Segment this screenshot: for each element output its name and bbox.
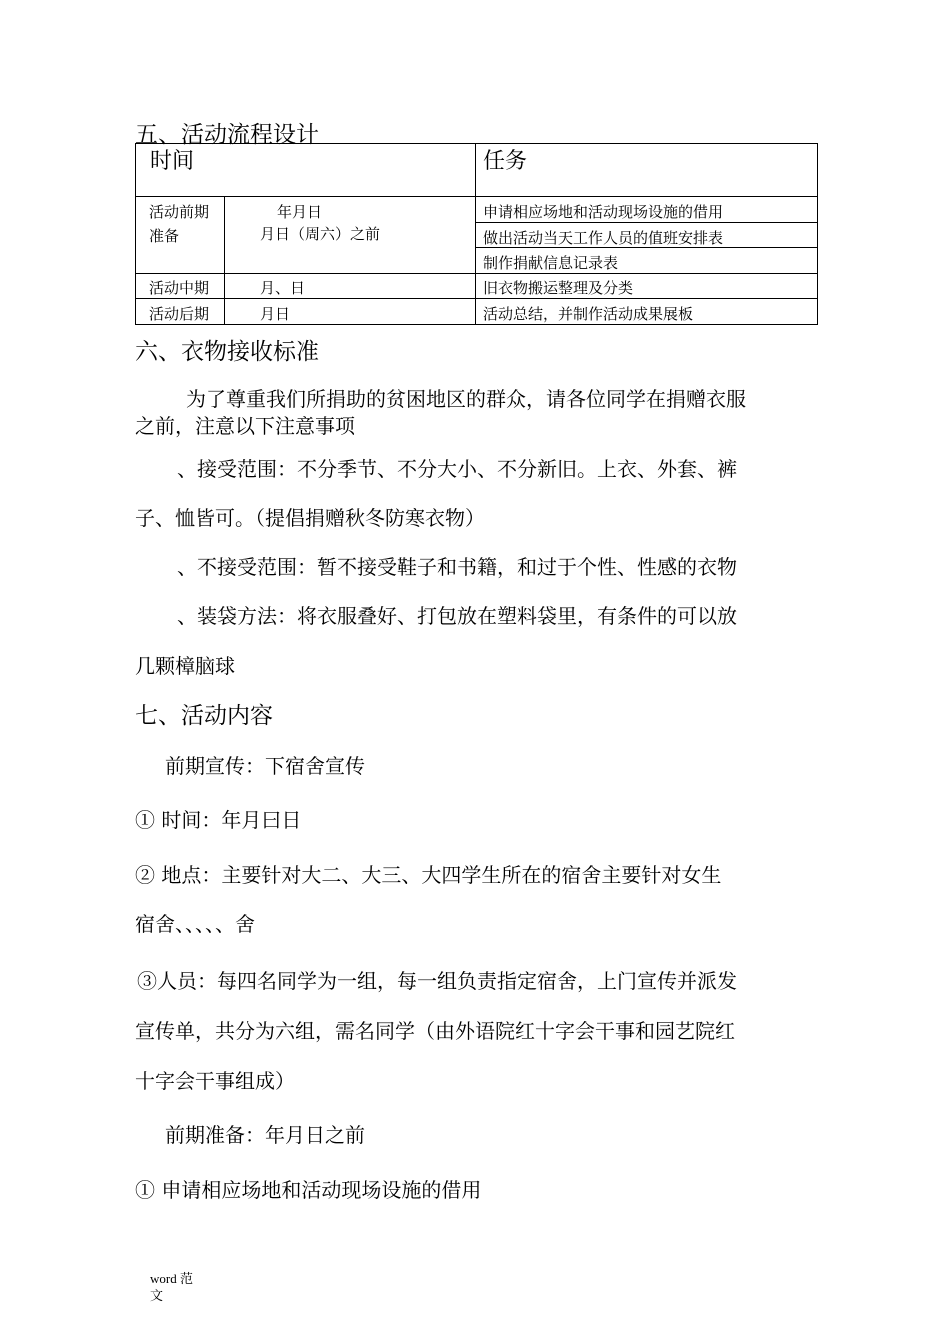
mid-phase-date: 月、日 — [260, 279, 306, 297]
publicity-people-line2: 宣传单，共分为六组，需名同学（由外语院红十字会干事和园艺院红 — [135, 1019, 735, 1043]
table-header-task-cell — [476, 144, 818, 197]
pre-phase-date-1: 年月日 — [277, 203, 323, 221]
pre-task-cell-3 — [476, 248, 818, 274]
section-6-intro-line1: 为了尊重我们所捐助的贫困地区的群众，请各位同学在捐赠衣服 — [186, 387, 746, 411]
activity-flow-table — [135, 143, 818, 325]
mid-phase-label-cell — [136, 274, 225, 299]
publicity-time: ① 时间：年月曰日 — [135, 808, 302, 832]
accept-range-line2: 子、恤皆可。（提倡捐赠秋冬防寒衣物） — [135, 506, 485, 530]
pre-task-2: 做出活动当天工作人员的值班安排表 — [483, 229, 724, 247]
preparation-item-1: ① 申请相应场地和活动现场设施的借用 — [135, 1178, 482, 1202]
table-header-time: 时间 — [150, 149, 195, 174]
section-6-title: 六、衣物接收标准 — [135, 339, 319, 365]
preparation-title: 前期准备：年月日之前 — [165, 1123, 365, 1147]
pre-task-1: 申请相应场地和活动现场设施的借用 — [483, 203, 724, 221]
pre-task-cell-1 — [476, 197, 818, 223]
publicity-title: 前期宣传：下宿舍宣传 — [165, 754, 365, 778]
mid-task: 旧衣物搬运整理及分类 — [483, 279, 634, 297]
accept-range-line1: 、接受范围：不分季节、不分大小、不分新旧。上衣、外套、裤 — [177, 457, 737, 481]
post-task-cell — [476, 299, 818, 325]
publicity-people-line3: 十字会干事组成） — [135, 1069, 295, 1093]
publicity-people-line1: ③人员：每四名同学为一组，每一组负责指定宿舍，上门宣传并派发 — [137, 969, 737, 993]
post-phase-label: 活动后期 — [149, 305, 210, 323]
pre-phase-label-cell — [136, 197, 225, 274]
publicity-place-line1: ② 地点：主要针对大二、大三、大四学生所在的宿舍主要针对女生 — [135, 863, 722, 887]
section-5-title: 五、活动流程设计 — [135, 122, 319, 148]
post-phase-date: 月日 — [260, 305, 291, 323]
reject-range: 、不接受范围：暂不接受鞋子和书籍，和过于个性、性感的衣物 — [177, 555, 737, 579]
mid-phase-date-cell — [225, 274, 476, 299]
section-7-title: 七、活动内容 — [135, 703, 273, 729]
footer-line1: word 范 — [150, 1271, 193, 1286]
pre-phase-date-2: 月日（周六）之前 — [260, 225, 381, 243]
post-phase-label-cell — [136, 299, 225, 325]
pre-phase-label-line2: 准备 — [149, 227, 180, 245]
pre-phase-date-cell — [225, 197, 476, 274]
footer-line2: 文 — [150, 1288, 164, 1303]
table-header-time-cell — [136, 144, 476, 197]
publicity-place-line2: 宿舍、、、、、舍 — [135, 912, 255, 936]
packing-method-line1: 、装袋方法：将衣服叠好、打包放在塑料袋里，有条件的可以放 — [177, 604, 737, 628]
pre-phase-label-line1: 活动前期 — [149, 203, 210, 221]
mid-phase-label: 活动中期 — [149, 279, 210, 297]
mid-task-cell — [476, 274, 818, 299]
packing-method-line2: 几颗樟脑球 — [135, 654, 235, 678]
post-task: 活动总结，并制作活动成果展板 — [483, 305, 694, 323]
pre-task-3: 制作捐献信息记录表 — [483, 254, 619, 272]
section-6-intro-line2: 之前，注意以下注意事项 — [135, 414, 355, 438]
post-phase-date-cell — [225, 299, 476, 325]
table-header-task: 任务 — [483, 149, 528, 174]
pre-task-cell-2 — [476, 223, 818, 248]
